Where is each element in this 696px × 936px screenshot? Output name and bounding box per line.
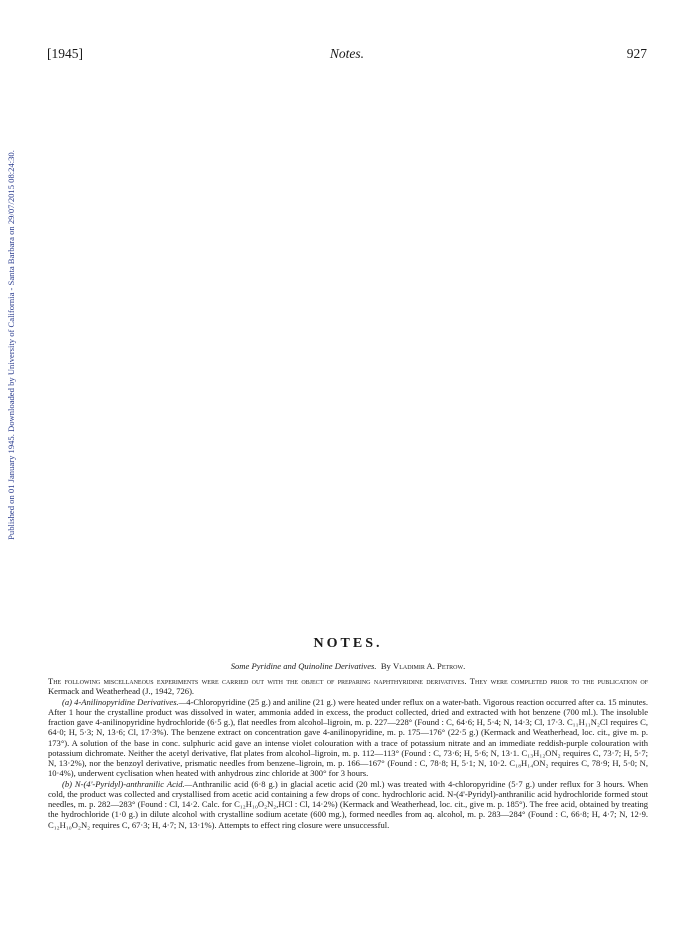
paragraph-b [48, 779, 648, 830]
header-section: Notes. [329, 46, 365, 61]
note-by: By [380, 661, 391, 671]
intro-paragraph: The following miscellaneous experiments were carried out with the object of preparing naphthyridine derivatives. They were completed prior to the publication of Kermack and Weatherhead (J., 1942, 726). [48, 676, 648, 697]
running-header [47, 46, 647, 66]
paragraph-a [48, 697, 648, 779]
paragraph-b-heading: (b) N-(4'-Pyridyl)-anthranilic Acid.— [62, 778, 193, 789]
paragraph-b-text: Anthranilic acid (6·8 g.) in glacial acetic acid (20 ml.) was treated with 4-chloropyridine (5·7 g.) under reflux for 3 hours. When cold, the product was collected and crystallised from acetic acid containing a few drops of conc. hydrochloric acid. N-(4'-Pyridyl)-anthranilic acid hydrochloride formed stout needles, m. p. 282—283° (Found : Cl, 14·2. Calc. for C₁₂H₁₀O₂N₂,HCl : Cl, 14·2%) (Kermack and Weatherhead, loc. cit., give m. p. 185°). The free acid, obtained by treating the hydrochloride (1·0 g.) in dilute alcohol with crystalline sodium acetate (600 mg.), formed needles from aq. alcohol, m. p. 283—284° (Found : C, 66·8; H, 4·7; N, 12·9. C₁₂H₁₀O₂N₂ requires C, 67·3; H, 4·7; N, 13·1%). Attempts to effect ring closure were unsuccessful. [48, 778, 648, 830]
note-author: Vladimir A. Petrow. [393, 661, 466, 671]
paragraph-a-text: 4-Chloropyridine (25 g.) and aniline (21 g.) were heated under reflux on a water-bath. Vigorous reaction occurred after ca. 15 minutes. After 1 hour the crystalline product was dissolved in water, ammonia added in excess, the product collected, dried and extracted with hot benzene (700 ml.). The insoluble fraction gave 4-anilinopyridine hydrochloride (6·5 g.), flat needles from alcohol–ligroin, m. p. 227—228° (Found : C, 64·6; H, 5·4; N, 14·3; Cl, 17·3. C₁₁H₁₁N₂Cl requires C, 64·0; H, 5·3; N, 13·6; Cl, 17·3%). The benzene extract on concentration gave 4-anilinopyridine, m. p. 175—176° (22·5 g.) (Kermack and Weatherhead, loc. cit., give m. p. 173°). A solution of the base in conc. sulphuric acid gave an intense violet colouration with a trace of potassium nitrate and an immediate reddish-purple colouration with potassium dichromate. Neither the acetyl derivative, flat plates from alcohol–ligroin, m. p. 112—113° (Found : C, 73·6; H, 5·6; N, 13·1. C₁₃H₁₂ON₂ requires C, 73·7; H, 5·7; N, 13·2%), nor the benzoyl derivative, prismatic needles from benzene–ligroin, m. p. 166—167° (Found : C, 78·8; H, 5·1; N, 10·2. C₁₈H₁₄ON₂ requires C, 78·9; H, 5·0; N, 10·4%), underwent cyclisation when heated with anhydrous zinc chloride at 300° for 3 hours. [48, 696, 648, 779]
notes-heading: NOTES. [313, 636, 383, 651]
header-year: [1945] [47, 46, 83, 61]
paragraph-a-heading: (a) 4-Anilinopyridine Derivatives.— [62, 696, 187, 707]
page-number: 927 [626, 46, 647, 61]
note-title-text: Some Pyridine and Quinoline Derivatives. [230, 661, 377, 671]
download-watermark-text: Published on 01 January 1945. Downloaded by University of California - Santa Barbara on 29/07/2015 08:24:30. [6, 150, 16, 540]
note-title [0, 661, 696, 671]
download-watermark [0, 98, 22, 593]
article-body [48, 676, 648, 830]
